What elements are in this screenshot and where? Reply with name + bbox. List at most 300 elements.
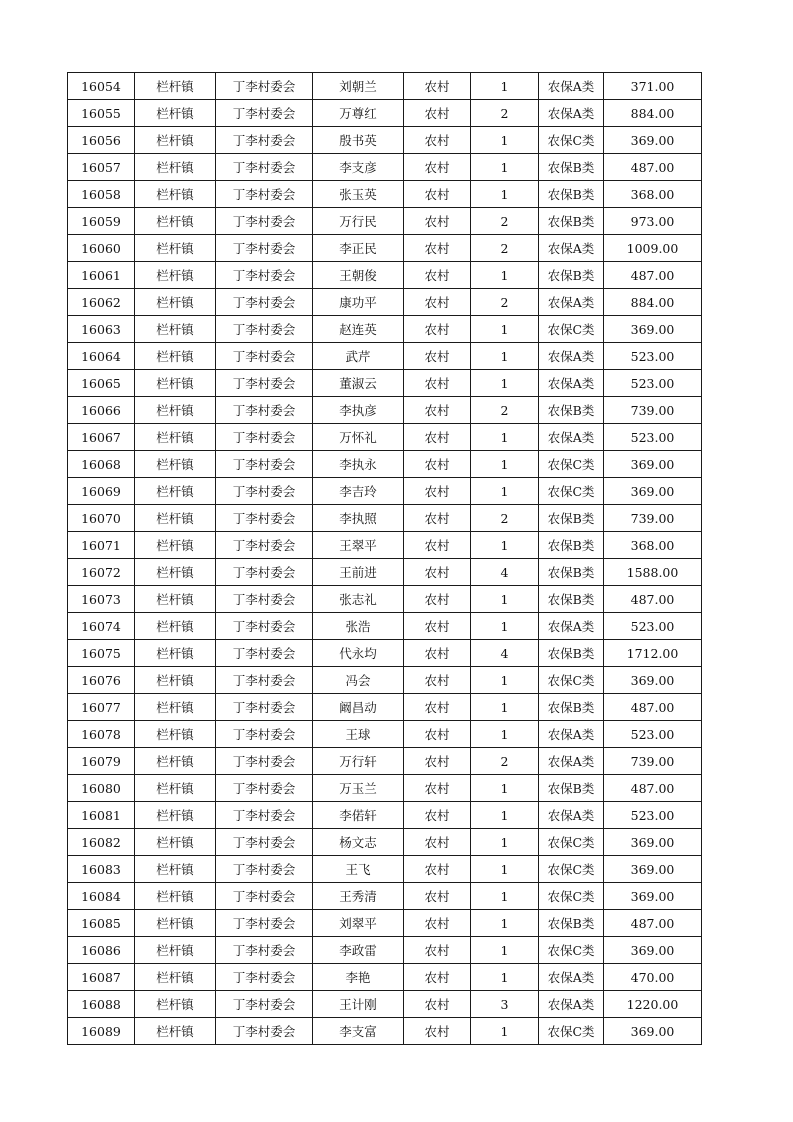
town-cell: 栏杆镇	[135, 370, 216, 397]
town-cell: 栏杆镇	[135, 910, 216, 937]
name-cell: 王秀清	[313, 883, 404, 910]
household-type-cell: 农村	[404, 316, 471, 343]
category-cell: 农保C类	[539, 451, 604, 478]
record-id-cell: 16075	[68, 640, 135, 667]
category-cell: 农保C类	[539, 127, 604, 154]
table-row	[68, 694, 702, 721]
village-committee-cell: 丁李村委会	[216, 424, 313, 451]
amount-cell: 739.00	[604, 505, 702, 532]
village-committee-cell: 丁李村委会	[216, 505, 313, 532]
table-row	[68, 883, 702, 910]
town-cell: 栏杆镇	[135, 262, 216, 289]
amount-cell: 369.00	[604, 856, 702, 883]
record-id-cell: 16055	[68, 100, 135, 127]
name-cell: 王朝俊	[313, 262, 404, 289]
village-committee-cell: 丁李村委会	[216, 694, 313, 721]
town-cell: 栏杆镇	[135, 208, 216, 235]
record-id-cell: 16060	[68, 235, 135, 262]
name-cell: 张志礼	[313, 586, 404, 613]
household-type-cell: 农村	[404, 73, 471, 100]
record-id-cell: 16079	[68, 748, 135, 775]
household-type-cell: 农村	[404, 964, 471, 991]
table-row	[68, 802, 702, 829]
table-row	[68, 667, 702, 694]
name-cell: 李偌轩	[313, 802, 404, 829]
household-type-cell: 农村	[404, 289, 471, 316]
household-type-cell: 农村	[404, 424, 471, 451]
record-id-cell: 16083	[68, 856, 135, 883]
record-id-cell: 16067	[68, 424, 135, 451]
record-id-cell: 16073	[68, 586, 135, 613]
village-committee-cell: 丁李村委会	[216, 532, 313, 559]
amount-cell: 487.00	[604, 775, 702, 802]
town-cell: 栏杆镇	[135, 505, 216, 532]
category-cell: 农保A类	[539, 613, 604, 640]
category-cell: 农保C类	[539, 883, 604, 910]
amount-cell: 523.00	[604, 613, 702, 640]
household-type-cell: 农村	[404, 397, 471, 424]
record-id-cell: 16071	[68, 532, 135, 559]
table-row	[68, 100, 702, 127]
name-cell: 杨文志	[313, 829, 404, 856]
village-committee-cell: 丁李村委会	[216, 856, 313, 883]
household-type-cell: 农村	[404, 100, 471, 127]
household-type-cell: 农村	[404, 856, 471, 883]
category-cell: 农保A类	[539, 289, 604, 316]
category-cell: 农保C类	[539, 667, 604, 694]
record-id-cell: 16080	[68, 775, 135, 802]
table-row	[68, 1018, 702, 1045]
person-count-cell: 3	[471, 991, 539, 1018]
town-cell: 栏杆镇	[135, 721, 216, 748]
village-committee-cell: 丁李村委会	[216, 262, 313, 289]
household-type-cell: 农村	[404, 991, 471, 1018]
household-type-cell: 农村	[404, 667, 471, 694]
name-cell: 李吉玲	[313, 478, 404, 505]
household-type-cell: 农村	[404, 694, 471, 721]
town-cell: 栏杆镇	[135, 748, 216, 775]
category-cell: 农保B类	[539, 505, 604, 532]
roster-table	[67, 72, 702, 1045]
table-row	[68, 208, 702, 235]
household-type-cell: 农村	[404, 748, 471, 775]
person-count-cell: 2	[471, 289, 539, 316]
record-id-cell: 16076	[68, 667, 135, 694]
record-id-cell: 16074	[68, 613, 135, 640]
table-row	[68, 127, 702, 154]
village-committee-cell: 丁李村委会	[216, 640, 313, 667]
table-row	[68, 964, 702, 991]
record-id-cell: 16063	[68, 316, 135, 343]
town-cell: 栏杆镇	[135, 478, 216, 505]
amount-cell: 369.00	[604, 937, 702, 964]
table-row	[68, 316, 702, 343]
village-committee-cell: 丁李村委会	[216, 991, 313, 1018]
person-count-cell: 1	[471, 73, 539, 100]
town-cell: 栏杆镇	[135, 424, 216, 451]
name-cell: 万玉兰	[313, 775, 404, 802]
household-type-cell: 农村	[404, 910, 471, 937]
village-committee-cell: 丁李村委会	[216, 667, 313, 694]
village-committee-cell: 丁李村委会	[216, 397, 313, 424]
village-committee-cell: 丁李村委会	[216, 289, 313, 316]
village-committee-cell: 丁李村委会	[216, 748, 313, 775]
category-cell: 农保A类	[539, 424, 604, 451]
name-cell: 阚昌动	[313, 694, 404, 721]
category-cell: 农保A类	[539, 370, 604, 397]
person-count-cell: 1	[471, 343, 539, 370]
household-type-cell: 农村	[404, 370, 471, 397]
table-row	[68, 73, 702, 100]
town-cell: 栏杆镇	[135, 316, 216, 343]
person-count-cell: 1	[471, 883, 539, 910]
village-committee-cell: 丁李村委会	[216, 451, 313, 478]
person-count-cell: 1	[471, 667, 539, 694]
person-count-cell: 1	[471, 721, 539, 748]
household-type-cell: 农村	[404, 775, 471, 802]
town-cell: 栏杆镇	[135, 532, 216, 559]
category-cell: 农保A类	[539, 991, 604, 1018]
name-cell: 殷书英	[313, 127, 404, 154]
person-count-cell: 2	[471, 505, 539, 532]
category-cell: 农保B类	[539, 586, 604, 613]
table-row	[68, 424, 702, 451]
household-type-cell: 农村	[404, 559, 471, 586]
name-cell: 王计刚	[313, 991, 404, 1018]
name-cell: 武芹	[313, 343, 404, 370]
record-id-cell: 16064	[68, 343, 135, 370]
household-type-cell: 农村	[404, 883, 471, 910]
town-cell: 栏杆镇	[135, 559, 216, 586]
village-committee-cell: 丁李村委会	[216, 181, 313, 208]
table-row	[68, 613, 702, 640]
village-committee-cell: 丁李村委会	[216, 478, 313, 505]
person-count-cell: 2	[471, 397, 539, 424]
town-cell: 栏杆镇	[135, 154, 216, 181]
town-cell: 栏杆镇	[135, 100, 216, 127]
amount-cell: 369.00	[604, 667, 702, 694]
record-id-cell: 16088	[68, 991, 135, 1018]
category-cell: 农保C类	[539, 856, 604, 883]
amount-cell: 487.00	[604, 910, 702, 937]
person-count-cell: 1	[471, 262, 539, 289]
table-row	[68, 856, 702, 883]
person-count-cell: 1	[471, 775, 539, 802]
name-cell: 王飞	[313, 856, 404, 883]
category-cell: 农保C类	[539, 829, 604, 856]
table-row	[68, 775, 702, 802]
name-cell: 李执彦	[313, 397, 404, 424]
town-cell: 栏杆镇	[135, 991, 216, 1018]
name-cell: 刘朝兰	[313, 73, 404, 100]
amount-cell: 369.00	[604, 316, 702, 343]
name-cell: 万行民	[313, 208, 404, 235]
person-count-cell: 1	[471, 964, 539, 991]
table-row	[68, 154, 702, 181]
name-cell: 李艳	[313, 964, 404, 991]
category-cell: 农保C类	[539, 316, 604, 343]
village-committee-cell: 丁李村委会	[216, 370, 313, 397]
person-count-cell: 2	[471, 748, 539, 775]
town-cell: 栏杆镇	[135, 964, 216, 991]
person-count-cell: 2	[471, 100, 539, 127]
table-row	[68, 181, 702, 208]
amount-cell: 523.00	[604, 370, 702, 397]
town-cell: 栏杆镇	[135, 640, 216, 667]
amount-cell: 523.00	[604, 721, 702, 748]
village-committee-cell: 丁李村委会	[216, 775, 313, 802]
record-id-cell: 16089	[68, 1018, 135, 1045]
name-cell: 万怀礼	[313, 424, 404, 451]
table-row	[68, 370, 702, 397]
village-committee-cell: 丁李村委会	[216, 802, 313, 829]
household-type-cell: 农村	[404, 802, 471, 829]
category-cell: 农保A类	[539, 748, 604, 775]
person-count-cell: 1	[471, 829, 539, 856]
person-count-cell: 4	[471, 559, 539, 586]
record-id-cell: 16056	[68, 127, 135, 154]
table-row	[68, 262, 702, 289]
amount-cell: 973.00	[604, 208, 702, 235]
record-id-cell: 16082	[68, 829, 135, 856]
record-id-cell: 16084	[68, 883, 135, 910]
town-cell: 栏杆镇	[135, 667, 216, 694]
town-cell: 栏杆镇	[135, 829, 216, 856]
table-row	[68, 559, 702, 586]
name-cell: 李正民	[313, 235, 404, 262]
amount-cell: 369.00	[604, 127, 702, 154]
town-cell: 栏杆镇	[135, 343, 216, 370]
name-cell: 刘翠平	[313, 910, 404, 937]
name-cell: 李支富	[313, 1018, 404, 1045]
category-cell: 农保B类	[539, 208, 604, 235]
village-committee-cell: 丁李村委会	[216, 586, 313, 613]
amount-cell: 884.00	[604, 100, 702, 127]
category-cell: 农保B类	[539, 181, 604, 208]
town-cell: 栏杆镇	[135, 586, 216, 613]
household-type-cell: 农村	[404, 721, 471, 748]
amount-cell: 739.00	[604, 397, 702, 424]
household-type-cell: 农村	[404, 127, 471, 154]
town-cell: 栏杆镇	[135, 235, 216, 262]
name-cell: 张玉英	[313, 181, 404, 208]
village-committee-cell: 丁李村委会	[216, 235, 313, 262]
person-count-cell: 1	[471, 316, 539, 343]
table-row	[68, 343, 702, 370]
town-cell: 栏杆镇	[135, 937, 216, 964]
name-cell: 张浩	[313, 613, 404, 640]
person-count-cell: 1	[471, 154, 539, 181]
record-id-cell: 16068	[68, 451, 135, 478]
name-cell: 王球	[313, 721, 404, 748]
person-count-cell: 1	[471, 586, 539, 613]
town-cell: 栏杆镇	[135, 856, 216, 883]
category-cell: 农保B类	[539, 397, 604, 424]
person-count-cell: 1	[471, 910, 539, 937]
category-cell: 农保A类	[539, 343, 604, 370]
name-cell: 万行轩	[313, 748, 404, 775]
record-id-cell: 16058	[68, 181, 135, 208]
amount-cell: 1588.00	[604, 559, 702, 586]
household-type-cell: 农村	[404, 1018, 471, 1045]
category-cell: 农保A类	[539, 964, 604, 991]
person-count-cell: 2	[471, 235, 539, 262]
town-cell: 栏杆镇	[135, 181, 216, 208]
amount-cell: 487.00	[604, 694, 702, 721]
amount-cell: 487.00	[604, 262, 702, 289]
name-cell: 冯会	[313, 667, 404, 694]
amount-cell: 369.00	[604, 883, 702, 910]
village-committee-cell: 丁李村委会	[216, 910, 313, 937]
record-id-cell: 16069	[68, 478, 135, 505]
record-id-cell: 16061	[68, 262, 135, 289]
person-count-cell: 4	[471, 640, 539, 667]
amount-cell: 368.00	[604, 532, 702, 559]
amount-cell: 1220.00	[604, 991, 702, 1018]
record-id-cell: 16070	[68, 505, 135, 532]
amount-cell: 884.00	[604, 289, 702, 316]
category-cell: 农保B类	[539, 532, 604, 559]
table-row	[68, 829, 702, 856]
amount-cell: 470.00	[604, 964, 702, 991]
name-cell: 代永均	[313, 640, 404, 667]
amount-cell: 369.00	[604, 478, 702, 505]
name-cell: 赵连英	[313, 316, 404, 343]
amount-cell: 369.00	[604, 451, 702, 478]
town-cell: 栏杆镇	[135, 397, 216, 424]
town-cell: 栏杆镇	[135, 127, 216, 154]
amount-cell: 369.00	[604, 1018, 702, 1045]
amount-cell: 369.00	[604, 829, 702, 856]
name-cell: 李政雷	[313, 937, 404, 964]
town-cell: 栏杆镇	[135, 1018, 216, 1045]
person-count-cell: 1	[471, 424, 539, 451]
person-count-cell: 1	[471, 451, 539, 478]
table-row	[68, 478, 702, 505]
person-count-cell: 1	[471, 532, 539, 559]
household-type-cell: 农村	[404, 181, 471, 208]
person-count-cell: 2	[471, 208, 539, 235]
person-count-cell: 1	[471, 613, 539, 640]
village-committee-cell: 丁李村委会	[216, 154, 313, 181]
category-cell: 农保A类	[539, 235, 604, 262]
table-row	[68, 937, 702, 964]
table-row	[68, 640, 702, 667]
amount-cell: 523.00	[604, 343, 702, 370]
amount-cell: 739.00	[604, 748, 702, 775]
category-cell: 农保C类	[539, 1018, 604, 1045]
amount-cell: 368.00	[604, 181, 702, 208]
amount-cell: 487.00	[604, 154, 702, 181]
record-id-cell: 16086	[68, 937, 135, 964]
table-row	[68, 235, 702, 262]
record-id-cell: 16081	[68, 802, 135, 829]
table-row	[68, 721, 702, 748]
household-type-cell: 农村	[404, 343, 471, 370]
table-row	[68, 505, 702, 532]
village-committee-cell: 丁李村委会	[216, 127, 313, 154]
town-cell: 栏杆镇	[135, 802, 216, 829]
record-id-cell: 16077	[68, 694, 135, 721]
category-cell: 农保B类	[539, 775, 604, 802]
person-count-cell: 1	[471, 802, 539, 829]
household-type-cell: 农村	[404, 262, 471, 289]
name-cell: 李执照	[313, 505, 404, 532]
record-id-cell: 16054	[68, 73, 135, 100]
amount-cell: 487.00	[604, 586, 702, 613]
household-type-cell: 农村	[404, 451, 471, 478]
village-committee-cell: 丁李村委会	[216, 721, 313, 748]
table-row	[68, 586, 702, 613]
record-id-cell: 16059	[68, 208, 135, 235]
household-type-cell: 农村	[404, 505, 471, 532]
category-cell: 农保B类	[539, 640, 604, 667]
person-count-cell: 1	[471, 1018, 539, 1045]
village-committee-cell: 丁李村委会	[216, 937, 313, 964]
category-cell: 农保B类	[539, 154, 604, 181]
village-committee-cell: 丁李村委会	[216, 208, 313, 235]
name-cell: 王前进	[313, 559, 404, 586]
record-id-cell: 16085	[68, 910, 135, 937]
record-id-cell: 16072	[68, 559, 135, 586]
village-committee-cell: 丁李村委会	[216, 343, 313, 370]
category-cell: 农保A类	[539, 802, 604, 829]
amount-cell: 1712.00	[604, 640, 702, 667]
record-id-cell: 16065	[68, 370, 135, 397]
town-cell: 栏杆镇	[135, 694, 216, 721]
town-cell: 栏杆镇	[135, 451, 216, 478]
village-committee-cell: 丁李村委会	[216, 316, 313, 343]
person-count-cell: 1	[471, 370, 539, 397]
category-cell: 农保B类	[539, 910, 604, 937]
town-cell: 栏杆镇	[135, 883, 216, 910]
category-cell: 农保B类	[539, 694, 604, 721]
table-row	[68, 991, 702, 1018]
table-row	[68, 451, 702, 478]
name-cell: 康功平	[313, 289, 404, 316]
category-cell: 农保A类	[539, 721, 604, 748]
household-type-cell: 农村	[404, 586, 471, 613]
category-cell: 农保B类	[539, 262, 604, 289]
village-committee-cell: 丁李村委会	[216, 964, 313, 991]
town-cell: 栏杆镇	[135, 73, 216, 100]
amount-cell: 371.00	[604, 73, 702, 100]
person-count-cell: 1	[471, 937, 539, 964]
roster-table-body	[68, 73, 702, 1045]
person-count-cell: 1	[471, 694, 539, 721]
category-cell: 农保A类	[539, 100, 604, 127]
table-row	[68, 289, 702, 316]
name-cell: 万尊红	[313, 100, 404, 127]
household-type-cell: 农村	[404, 640, 471, 667]
person-count-cell: 1	[471, 856, 539, 883]
table-row	[68, 910, 702, 937]
village-committee-cell: 丁李村委会	[216, 829, 313, 856]
table-row	[68, 397, 702, 424]
record-id-cell: 16078	[68, 721, 135, 748]
village-committee-cell: 丁李村委会	[216, 1018, 313, 1045]
name-cell: 李支彦	[313, 154, 404, 181]
village-committee-cell: 丁李村委会	[216, 613, 313, 640]
category-cell: 农保A类	[539, 73, 604, 100]
name-cell: 李执永	[313, 451, 404, 478]
category-cell: 农保C类	[539, 937, 604, 964]
town-cell: 栏杆镇	[135, 613, 216, 640]
record-id-cell: 16066	[68, 397, 135, 424]
record-id-cell: 16062	[68, 289, 135, 316]
record-id-cell: 16057	[68, 154, 135, 181]
person-count-cell: 1	[471, 181, 539, 208]
